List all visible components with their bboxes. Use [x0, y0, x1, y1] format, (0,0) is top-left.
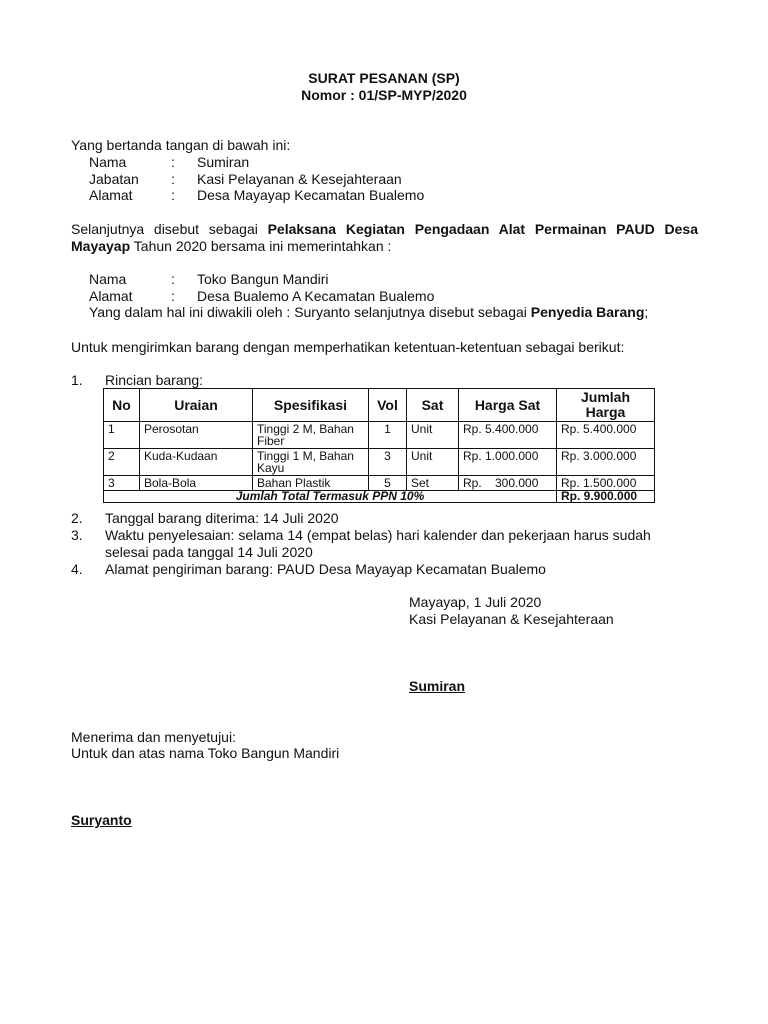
signer-position-row: Jabatan : Kasi Pelayanan & Kesejahteraan	[89, 171, 402, 187]
table-cell: Rp. 5.400.000	[557, 422, 655, 449]
signer-address-row: Alamat : Desa Mayayap Kecamatan Bualemo	[89, 187, 425, 203]
instructions-lead: Untuk mengirimkan barang dengan memperhatikan ketentuan-ketentuan sebagai berikut:	[71, 339, 625, 355]
signer-position-value: Kasi Pelayanan & Kesejahteraan	[197, 171, 402, 187]
table-total-value: Rp. 9.900.000	[557, 491, 655, 503]
vendor-address-value: Desa Bualemo A Kecamatan Bualemo	[197, 288, 435, 304]
instruction-item-4-number: 4.	[71, 561, 83, 577]
document-title: SURAT PESANAN (SP)	[308, 70, 460, 86]
signer-address-value: Desa Mayayap Kecamatan Bualemo	[197, 187, 425, 203]
table-header-cell: Uraian	[140, 389, 253, 422]
instruction-item-4	[71, 561, 546, 577]
table-header-cell: Sat	[407, 389, 459, 422]
instruction-item-3-number: 3.	[71, 527, 83, 543]
table-total-label: Jumlah Total Termasuk PPN 10%	[104, 491, 557, 503]
designation-suffix: Tahun 2020 bersama ini memerintahkan :	[130, 238, 392, 254]
instruction-item-1-text: Rincian barang:	[105, 372, 204, 388]
table-cell: Unit	[407, 422, 459, 449]
signer-name-label: Nama	[89, 154, 127, 170]
instruction-item-1	[71, 372, 203, 388]
table-header-cell: Spesifikasi	[253, 389, 369, 422]
table-header-cell: No	[104, 389, 140, 422]
table-cell: Tinggi 2 M, Bahan Fiber	[253, 422, 369, 449]
table-cell: 2	[104, 449, 140, 476]
signature-place-date: Mayayap, 1 Juli 2020	[409, 594, 542, 610]
signature-name: Sumiran	[409, 678, 466, 694]
table-cell: 3	[104, 476, 140, 491]
signer-position-label: Jabatan	[89, 171, 139, 187]
instruction-item-2	[71, 510, 339, 526]
designation-paragraph	[71, 221, 698, 255]
table-header-cell: Jumlah Harga	[557, 389, 655, 422]
signer-name-value: Sumiran	[197, 154, 250, 170]
table-cell: 5	[369, 476, 407, 491]
table-cell: Tinggi 1 M, Bahan Kayu	[253, 449, 369, 476]
table-cell: Kuda-Kudaan	[140, 449, 253, 476]
table-header-row	[104, 389, 655, 422]
acceptance-name: Suryanto	[71, 812, 132, 828]
instruction-item-2-text: Tanggal barang diterima: 14 Juli 2020	[105, 510, 339, 526]
table-cell: Rp. 3.000.000	[557, 449, 655, 476]
table-cell: Perosotan	[140, 422, 253, 449]
signer-name-row: Nama : Sumiran	[89, 154, 250, 170]
instruction-item-1-number: 1.	[71, 372, 83, 388]
signature-position: Kasi Pelayanan & Kesejahteraan	[409, 611, 614, 627]
vendor-name-value: Toko Bangun Mandiri	[197, 271, 329, 287]
vendor-name-row: Nama : Toko Bangun Mandiri	[89, 271, 329, 287]
items-table	[103, 388, 655, 503]
table-cell: Unit	[407, 449, 459, 476]
table-cell: Bola-Bola	[140, 476, 253, 491]
opening-line: Yang bertanda tangan di bawah ini:	[71, 137, 291, 153]
representative-prefix: Yang dalam hal ini diwakili oleh : Suryanto selanjutnya disebut sebagai	[89, 304, 531, 320]
table-row	[104, 422, 655, 449]
instruction-item-4-text: Alamat pengiriman barang: PAUD Desa Mayayap Kecamatan Bualemo	[105, 561, 546, 577]
table-cell: 1	[104, 422, 140, 449]
table-cell: Rp. 1.000.000	[459, 449, 557, 476]
representative-bold: Penyedia Barang	[530, 304, 645, 320]
instruction-item-3-text: Waktu penyelesaian: selama 14 (empat belas) hari kalender dan pekerjaan harus sudah	[105, 527, 651, 543]
instruction-item-3	[71, 527, 651, 543]
representative-suffix: ;	[644, 304, 649, 320]
signer-address-label: Alamat	[89, 187, 133, 203]
instruction-item-3-continuation: selesai pada tanggal 14 Juli 2020	[105, 544, 313, 560]
table-cell: Rp. 300.000	[459, 476, 557, 491]
table-row	[104, 449, 655, 476]
table-header-cell: Vol	[369, 389, 407, 422]
table-cell: 1	[369, 422, 407, 449]
representative-line	[89, 304, 648, 320]
table-cell: Rp. 5.400.000	[459, 422, 557, 449]
designation-prefix: Selanjutnya disebut sebagai	[71, 221, 268, 237]
table-header-cell: Harga Sat	[459, 389, 557, 422]
table-cell: 3	[369, 449, 407, 476]
table-cell: Bahan Plastik	[253, 476, 369, 491]
table-cell: Rp. 1.500.000	[557, 476, 655, 491]
vendor-address-label: Alamat	[89, 288, 133, 304]
acceptance-line-1: Menerima dan menyetujui:	[71, 729, 236, 745]
table-total-row	[104, 491, 655, 503]
vendor-name-label: Nama	[89, 271, 127, 287]
document-number: Nomor : 01/SP-MYP/2020	[301, 87, 467, 103]
table-cell: Set	[407, 476, 459, 491]
instruction-item-2-number: 2.	[71, 510, 83, 526]
designation-bold: Pelaksana Kegiatan Pengadaan Alat Permainan PAUD Desa Mayayap	[71, 221, 698, 254]
vendor-address-row: Alamat : Desa Bualemo A Kecamatan Bualemo	[89, 288, 435, 304]
acceptance-line-2: Untuk dan atas nama Toko Bangun Mandiri	[71, 745, 340, 761]
